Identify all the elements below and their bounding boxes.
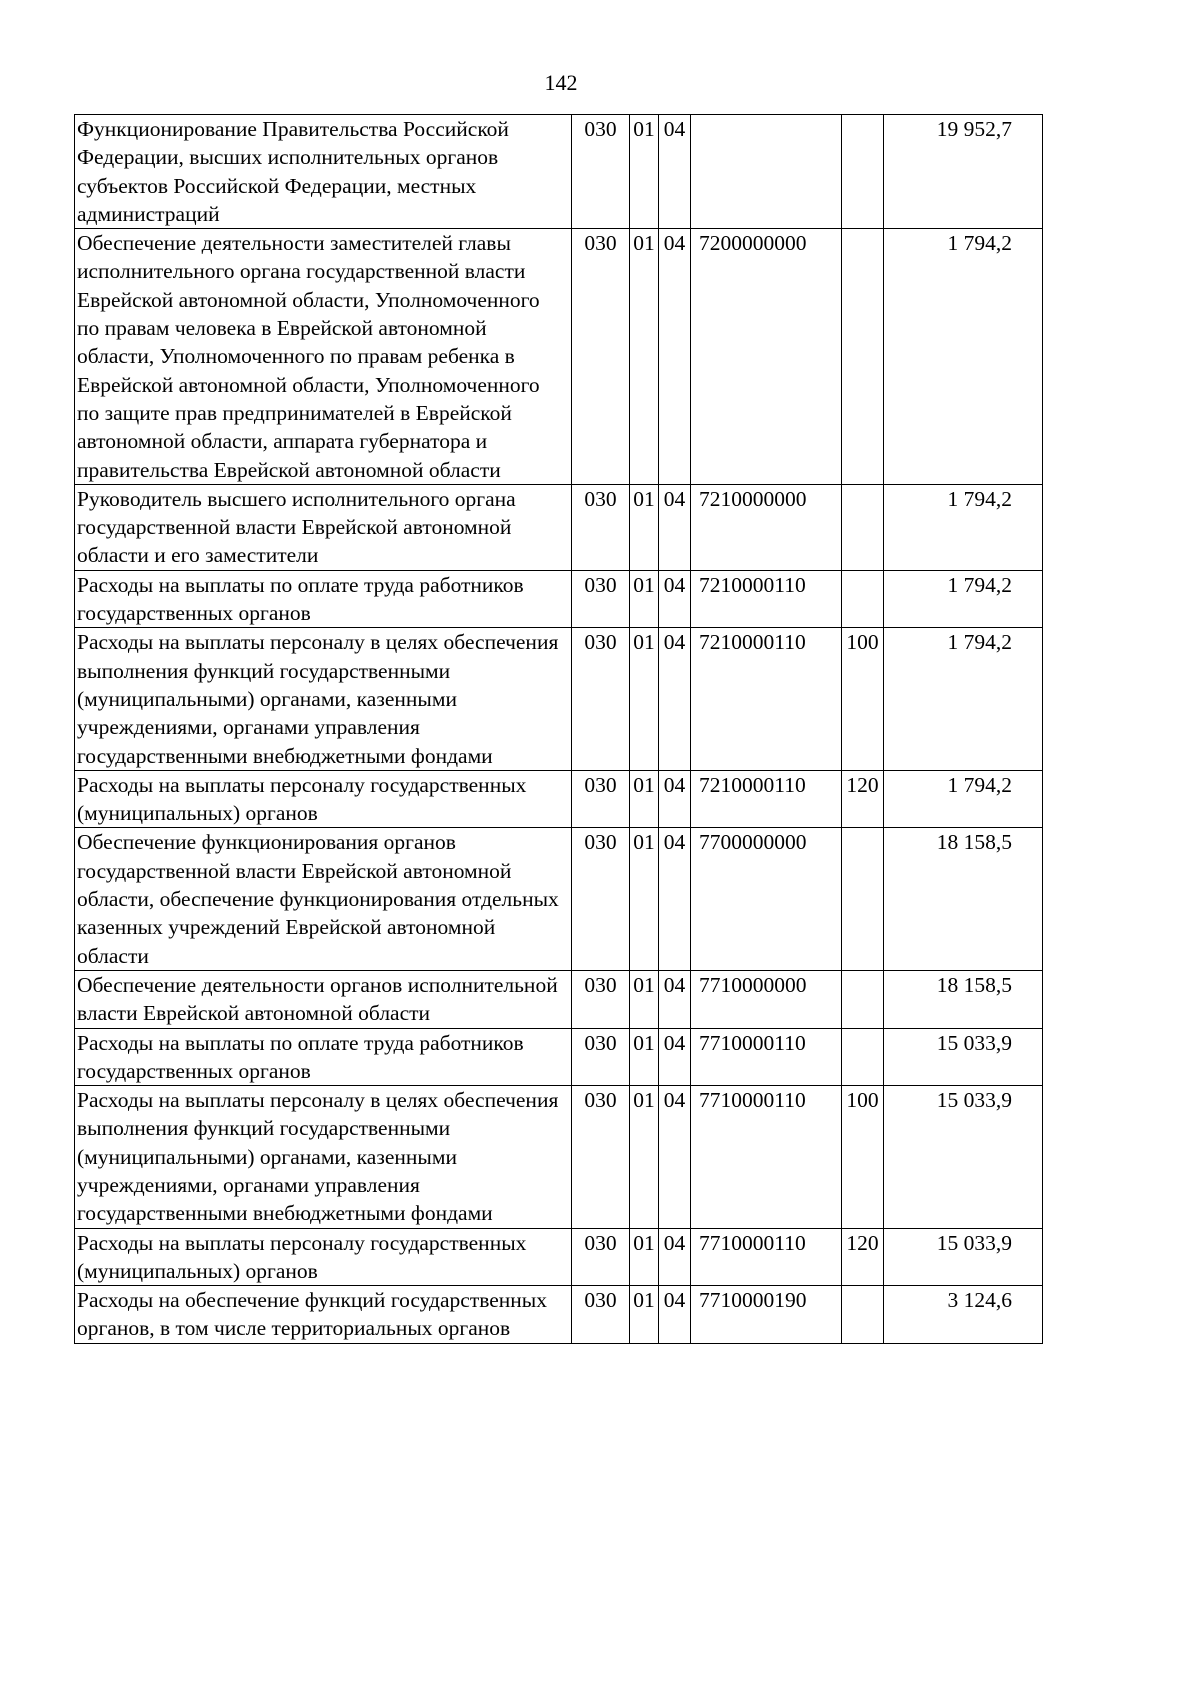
ministry-code-cell: 030 <box>572 1228 630 1286</box>
section-code-cell: 01 <box>630 828 659 970</box>
ministry-code-cell: 030 <box>572 570 630 628</box>
subsection-code-cell: 04 <box>659 1228 691 1286</box>
expense-type-cell <box>842 115 884 229</box>
item-name-cell: Обеспечение функционирования органов государственной власти Еврейской автономной области, обеспечение функционирования отдельных казенных учреждений Еврейской автономной области <box>75 828 572 970</box>
ministry-code-cell: 030 <box>572 229 630 485</box>
ministry-code-cell: 030 <box>572 115 630 229</box>
item-name-cell: Расходы на выплаты персоналу в целях обеспечения выполнения функций государственными (муниципальными) органами, казенными учреждениями, органами управления государственными внебюджетными фондами <box>75 628 572 770</box>
subsection-code-cell: 04 <box>659 1286 691 1344</box>
amount-cell: 1 794,2 <box>884 484 1043 570</box>
section-code-cell: 01 <box>630 970 659 1028</box>
amount-cell: 18 158,5 <box>884 828 1043 970</box>
section-code-cell: 01 <box>630 770 659 828</box>
table-row <box>75 1028 1043 1086</box>
subsection-code-cell: 04 <box>659 970 691 1028</box>
expense-type-cell <box>842 828 884 970</box>
expense-type-cell: 120 <box>842 770 884 828</box>
budget-table-body <box>75 115 1043 1344</box>
expense-type-cell <box>842 484 884 570</box>
table-row <box>75 570 1043 628</box>
item-name-cell: Расходы на выплаты персоналу государственных (муниципальных) органов <box>75 1228 572 1286</box>
target-article-cell: 7210000110 <box>691 570 842 628</box>
target-article-cell: 7710000110 <box>691 1086 842 1228</box>
table-row <box>75 770 1043 828</box>
subsection-code-cell: 04 <box>659 1028 691 1086</box>
section-code-cell: 01 <box>630 1028 659 1086</box>
table-row <box>75 1228 1043 1286</box>
expense-type-cell: 120 <box>842 1228 884 1286</box>
ministry-code-cell: 030 <box>572 628 630 770</box>
target-article-cell: 7710000110 <box>691 1228 842 1286</box>
section-code-cell: 01 <box>630 484 659 570</box>
expense-type-cell: 100 <box>842 1086 884 1228</box>
table-row <box>75 115 1043 229</box>
table-row <box>75 970 1043 1028</box>
target-article-cell: 7210000000 <box>691 484 842 570</box>
subsection-code-cell: 04 <box>659 628 691 770</box>
expense-type-cell <box>842 970 884 1028</box>
item-name-cell: Обеспечение деятельности заместителей главы исполнительного органа государственной власти Еврейской автономной области, Уполномоченного по правам человека в Еврейской автономной области, Уполномоченного по правам ребенка в Еврейской автономной области, Уполномоченного по защите прав предпринимателей в Еврейской автономной области, аппарата губернатора и правительства Еврейской автономной области <box>75 229 572 485</box>
section-code-cell: 01 <box>630 1286 659 1344</box>
section-code-cell: 01 <box>630 628 659 770</box>
amount-cell: 15 033,9 <box>884 1028 1043 1086</box>
ministry-code-cell: 030 <box>572 770 630 828</box>
section-code-cell: 01 <box>630 115 659 229</box>
section-code-cell: 01 <box>630 1086 659 1228</box>
ministry-code-cell: 030 <box>572 828 630 970</box>
section-code-cell: 01 <box>630 570 659 628</box>
subsection-code-cell: 04 <box>659 570 691 628</box>
subsection-code-cell: 04 <box>659 229 691 485</box>
subsection-code-cell: 04 <box>659 770 691 828</box>
amount-cell: 1 794,2 <box>884 570 1043 628</box>
page-number: 142 <box>544 70 578 95</box>
ministry-code-cell: 030 <box>572 1286 630 1344</box>
budget-table <box>74 114 1043 1344</box>
subsection-code-cell: 04 <box>659 1086 691 1228</box>
target-article-cell: 7710000190 <box>691 1286 842 1344</box>
item-name-cell: Обеспечение деятельности органов исполнительной власти Еврейской автономной области <box>75 970 572 1028</box>
amount-cell: 1 794,2 <box>884 628 1043 770</box>
target-article-cell: 7700000000 <box>691 828 842 970</box>
expense-type-cell: 100 <box>842 628 884 770</box>
item-name-cell: Расходы на выплаты по оплате труда работников государственных органов <box>75 1028 572 1086</box>
amount-cell: 1 794,2 <box>884 229 1043 485</box>
table-row <box>75 484 1043 570</box>
table-row <box>75 1286 1043 1344</box>
ministry-code-cell: 030 <box>572 970 630 1028</box>
table-row <box>75 828 1043 970</box>
target-article-cell: 7710000000 <box>691 970 842 1028</box>
table-row <box>75 628 1043 770</box>
amount-cell: 3 124,6 <box>884 1286 1043 1344</box>
subsection-code-cell: 04 <box>659 484 691 570</box>
target-article-cell: 7210000110 <box>691 770 842 828</box>
amount-cell: 15 033,9 <box>884 1086 1043 1228</box>
amount-cell: 19 952,7 <box>884 115 1043 229</box>
expense-type-cell <box>842 1028 884 1086</box>
ministry-code-cell: 030 <box>572 1086 630 1228</box>
target-article-cell: 7710000110 <box>691 1028 842 1086</box>
item-name-cell: Расходы на выплаты по оплате труда работников государственных органов <box>75 570 572 628</box>
item-name-cell: Функционирование Правительства Российской Федерации, высших исполнительных органов субъектов Российской Федерации, местных администраций <box>75 115 572 229</box>
table-row <box>75 1086 1043 1228</box>
amount-cell: 18 158,5 <box>884 970 1043 1028</box>
item-name-cell: Руководитель высшего исполнительного органа государственной власти Еврейской автономной области и его заместители <box>75 484 572 570</box>
target-article-cell: 7200000000 <box>691 229 842 485</box>
ministry-code-cell: 030 <box>572 1028 630 1086</box>
expense-type-cell <box>842 570 884 628</box>
ministry-code-cell: 030 <box>572 484 630 570</box>
subsection-code-cell: 04 <box>659 115 691 229</box>
item-name-cell: Расходы на обеспечение функций государственных органов, в том числе территориальных органов <box>75 1286 572 1344</box>
expense-type-cell <box>842 1286 884 1344</box>
expense-type-cell <box>842 229 884 485</box>
table-row <box>75 229 1043 485</box>
section-code-cell: 01 <box>630 229 659 485</box>
amount-cell: 1 794,2 <box>884 770 1043 828</box>
item-name-cell: Расходы на выплаты персоналу государственных (муниципальных) органов <box>75 770 572 828</box>
subsection-code-cell: 04 <box>659 828 691 970</box>
target-article-cell <box>691 115 842 229</box>
amount-cell: 15 033,9 <box>884 1228 1043 1286</box>
section-code-cell: 01 <box>630 1228 659 1286</box>
target-article-cell: 7210000110 <box>691 628 842 770</box>
item-name-cell: Расходы на выплаты персоналу в целях обеспечения выполнения функций государственными (муниципальными) органами, казенными учреждениями, органами управления государственными внебюджетными фондами <box>75 1086 572 1228</box>
